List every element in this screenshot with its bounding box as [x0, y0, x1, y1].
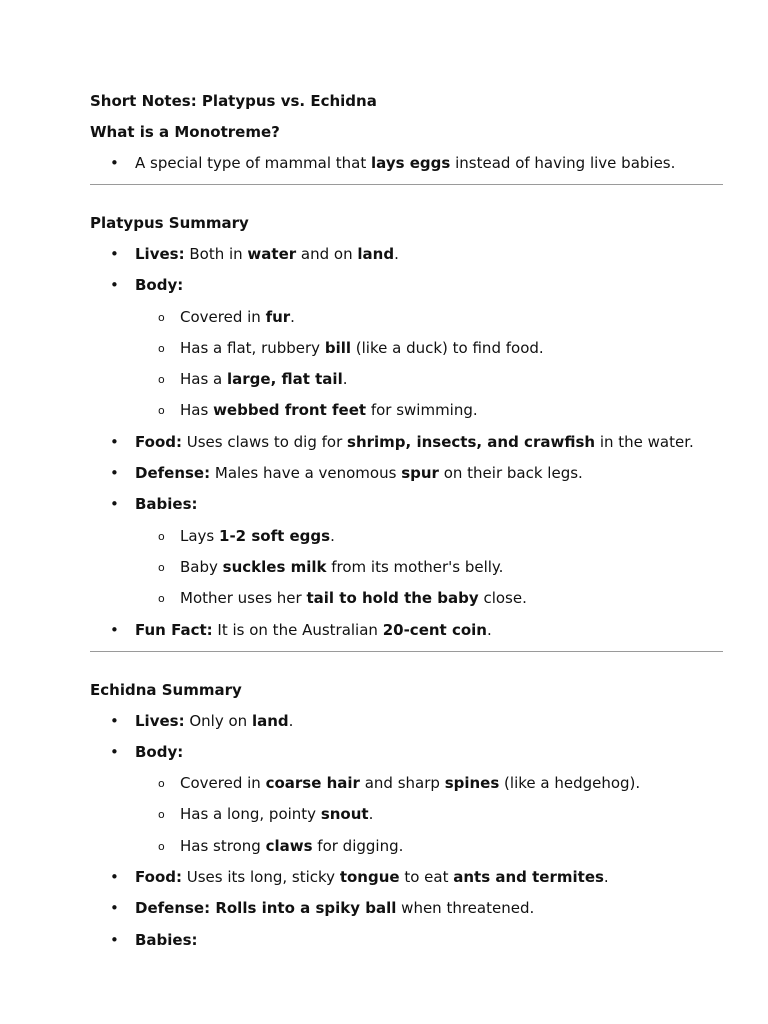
text-span: instead of having live babies.: [450, 154, 676, 172]
sub-list: [135, 773, 723, 856]
sub-list-item: [135, 588, 723, 608]
list-item: [90, 153, 723, 173]
sub-list-item: [135, 400, 723, 420]
bold-text: Body:: [135, 742, 184, 761]
text-span: when threatened.: [396, 899, 535, 918]
bold-text: Lives:: [135, 711, 185, 730]
bold-text: land: [251, 711, 289, 730]
text-span: to eat: [399, 868, 454, 887]
section-divider: [90, 651, 723, 652]
list-item-babies: [90, 930, 723, 950]
bold-text: shrimp, insects, and crawfish: [347, 432, 596, 451]
bold-text: water: [247, 245, 297, 263]
echidna-list: [90, 711, 723, 950]
list-item-fun-fact: [90, 620, 723, 640]
list-item-food: [90, 432, 723, 452]
bold-text: Fun Fact:: [135, 620, 213, 639]
list-item-lives: [90, 711, 723, 731]
document-title: Short Notes: Platypus vs. Echidna: [90, 92, 377, 110]
bold-text: 20-cent coin: [382, 620, 487, 639]
text-span: Uses claws to dig for: [182, 432, 348, 451]
bold-text: 1-2 soft eggs: [219, 526, 331, 545]
text-span: Has strong: [180, 836, 266, 855]
sub-list-item: [135, 526, 723, 546]
bold-text: Defense:: [135, 464, 211, 483]
text-span: for swimming.: [366, 401, 478, 420]
text-span: (like a hedgehog).: [499, 774, 641, 793]
monotreme-heading: What is a Monotreme?: [90, 123, 280, 141]
text-span: .: [288, 711, 294, 730]
text-span: .: [368, 805, 374, 824]
text-span: Has: [180, 401, 214, 420]
bold-text: lays eggs: [371, 154, 451, 172]
text-span: .: [486, 620, 492, 639]
bold-text: coarse hair: [265, 774, 360, 793]
bold-text: land: [357, 245, 395, 263]
bold-text: spur: [401, 464, 439, 483]
text-span: Covered in: [180, 307, 266, 326]
document-content: [90, 91, 723, 961]
sub-list-item: [135, 804, 723, 824]
text-span: Both in: [184, 245, 248, 263]
text-span: Covered in: [180, 774, 266, 793]
bold-text: Defense: Rolls into a spiky ball: [135, 899, 397, 918]
text-span: in the water.: [595, 432, 694, 451]
sub-list: [135, 526, 723, 609]
list-item-defense: [90, 898, 723, 918]
sub-list-item: [135, 836, 723, 856]
sub-list-item: [135, 773, 723, 793]
sub-list-item: [135, 369, 723, 389]
list-item-body: [90, 275, 723, 420]
monotreme-list: [90, 153, 723, 173]
text-span: Has a long, pointy: [180, 805, 321, 824]
text-span: Has a: [180, 370, 228, 389]
bold-text: Lives:: [135, 245, 185, 263]
bold-text: tongue: [339, 868, 400, 887]
text-span: Has a flat, rubbery: [180, 338, 325, 357]
text-span: Baby: [180, 557, 223, 576]
bold-text: Food:: [135, 432, 182, 451]
text-span: .: [330, 526, 335, 545]
bold-text: claws: [265, 836, 313, 855]
bold-text: Body:: [135, 276, 184, 295]
text-span: on their back legs.: [438, 464, 583, 483]
sub-list: [135, 307, 723, 421]
list-item-food: [90, 867, 723, 887]
text-span: It is on the Australian: [212, 620, 383, 639]
bold-text: webbed front feet: [213, 401, 367, 420]
text-span: Uses its long, sticky: [182, 868, 340, 887]
text-span: from its mother's belly.: [326, 557, 504, 576]
text-span: .: [394, 245, 399, 263]
text-span: Males have a venomous: [210, 464, 402, 483]
text-span: Only on: [184, 711, 252, 730]
bold-text: tail to hold the baby: [306, 589, 479, 608]
text-span: .: [603, 868, 609, 887]
sub-list-item: [135, 307, 723, 327]
bold-text: snout: [320, 805, 369, 824]
bold-text: bill: [324, 338, 352, 357]
list-item-body: [90, 742, 723, 856]
text-span: A special type of mammal that: [135, 154, 372, 172]
sub-list-item: [135, 557, 723, 577]
list-item-babies: [90, 494, 723, 608]
text-span: (like a duck) to find food.: [351, 338, 544, 357]
text-span: and sharp: [359, 774, 445, 793]
bold-text: spines: [444, 774, 500, 793]
bold-text: fur: [265, 307, 291, 326]
list-item-defense: [90, 463, 723, 483]
text-span: and on: [296, 245, 358, 263]
echidna-heading: Echidna Summary: [90, 680, 242, 699]
text-span: Mother uses her: [180, 589, 307, 608]
list-item-lives: [90, 244, 723, 264]
bold-text: large, flat tail: [227, 370, 343, 389]
bold-text: Babies:: [135, 495, 198, 514]
bold-text: Food:: [135, 868, 182, 887]
text-span: .: [290, 307, 295, 326]
text-span: close.: [478, 589, 527, 608]
bold-text: suckles milk: [222, 557, 327, 576]
platypus-list: [90, 244, 723, 640]
sub-list-item: [135, 338, 723, 358]
platypus-heading: Platypus Summary: [90, 214, 249, 232]
text-span: for digging.: [312, 836, 404, 855]
section-divider: [90, 184, 723, 185]
text-span: Lays: [180, 526, 220, 545]
bold-text: Babies:: [135, 930, 198, 949]
bold-text: ants and termites: [453, 868, 604, 887]
text-span: .: [342, 370, 348, 389]
